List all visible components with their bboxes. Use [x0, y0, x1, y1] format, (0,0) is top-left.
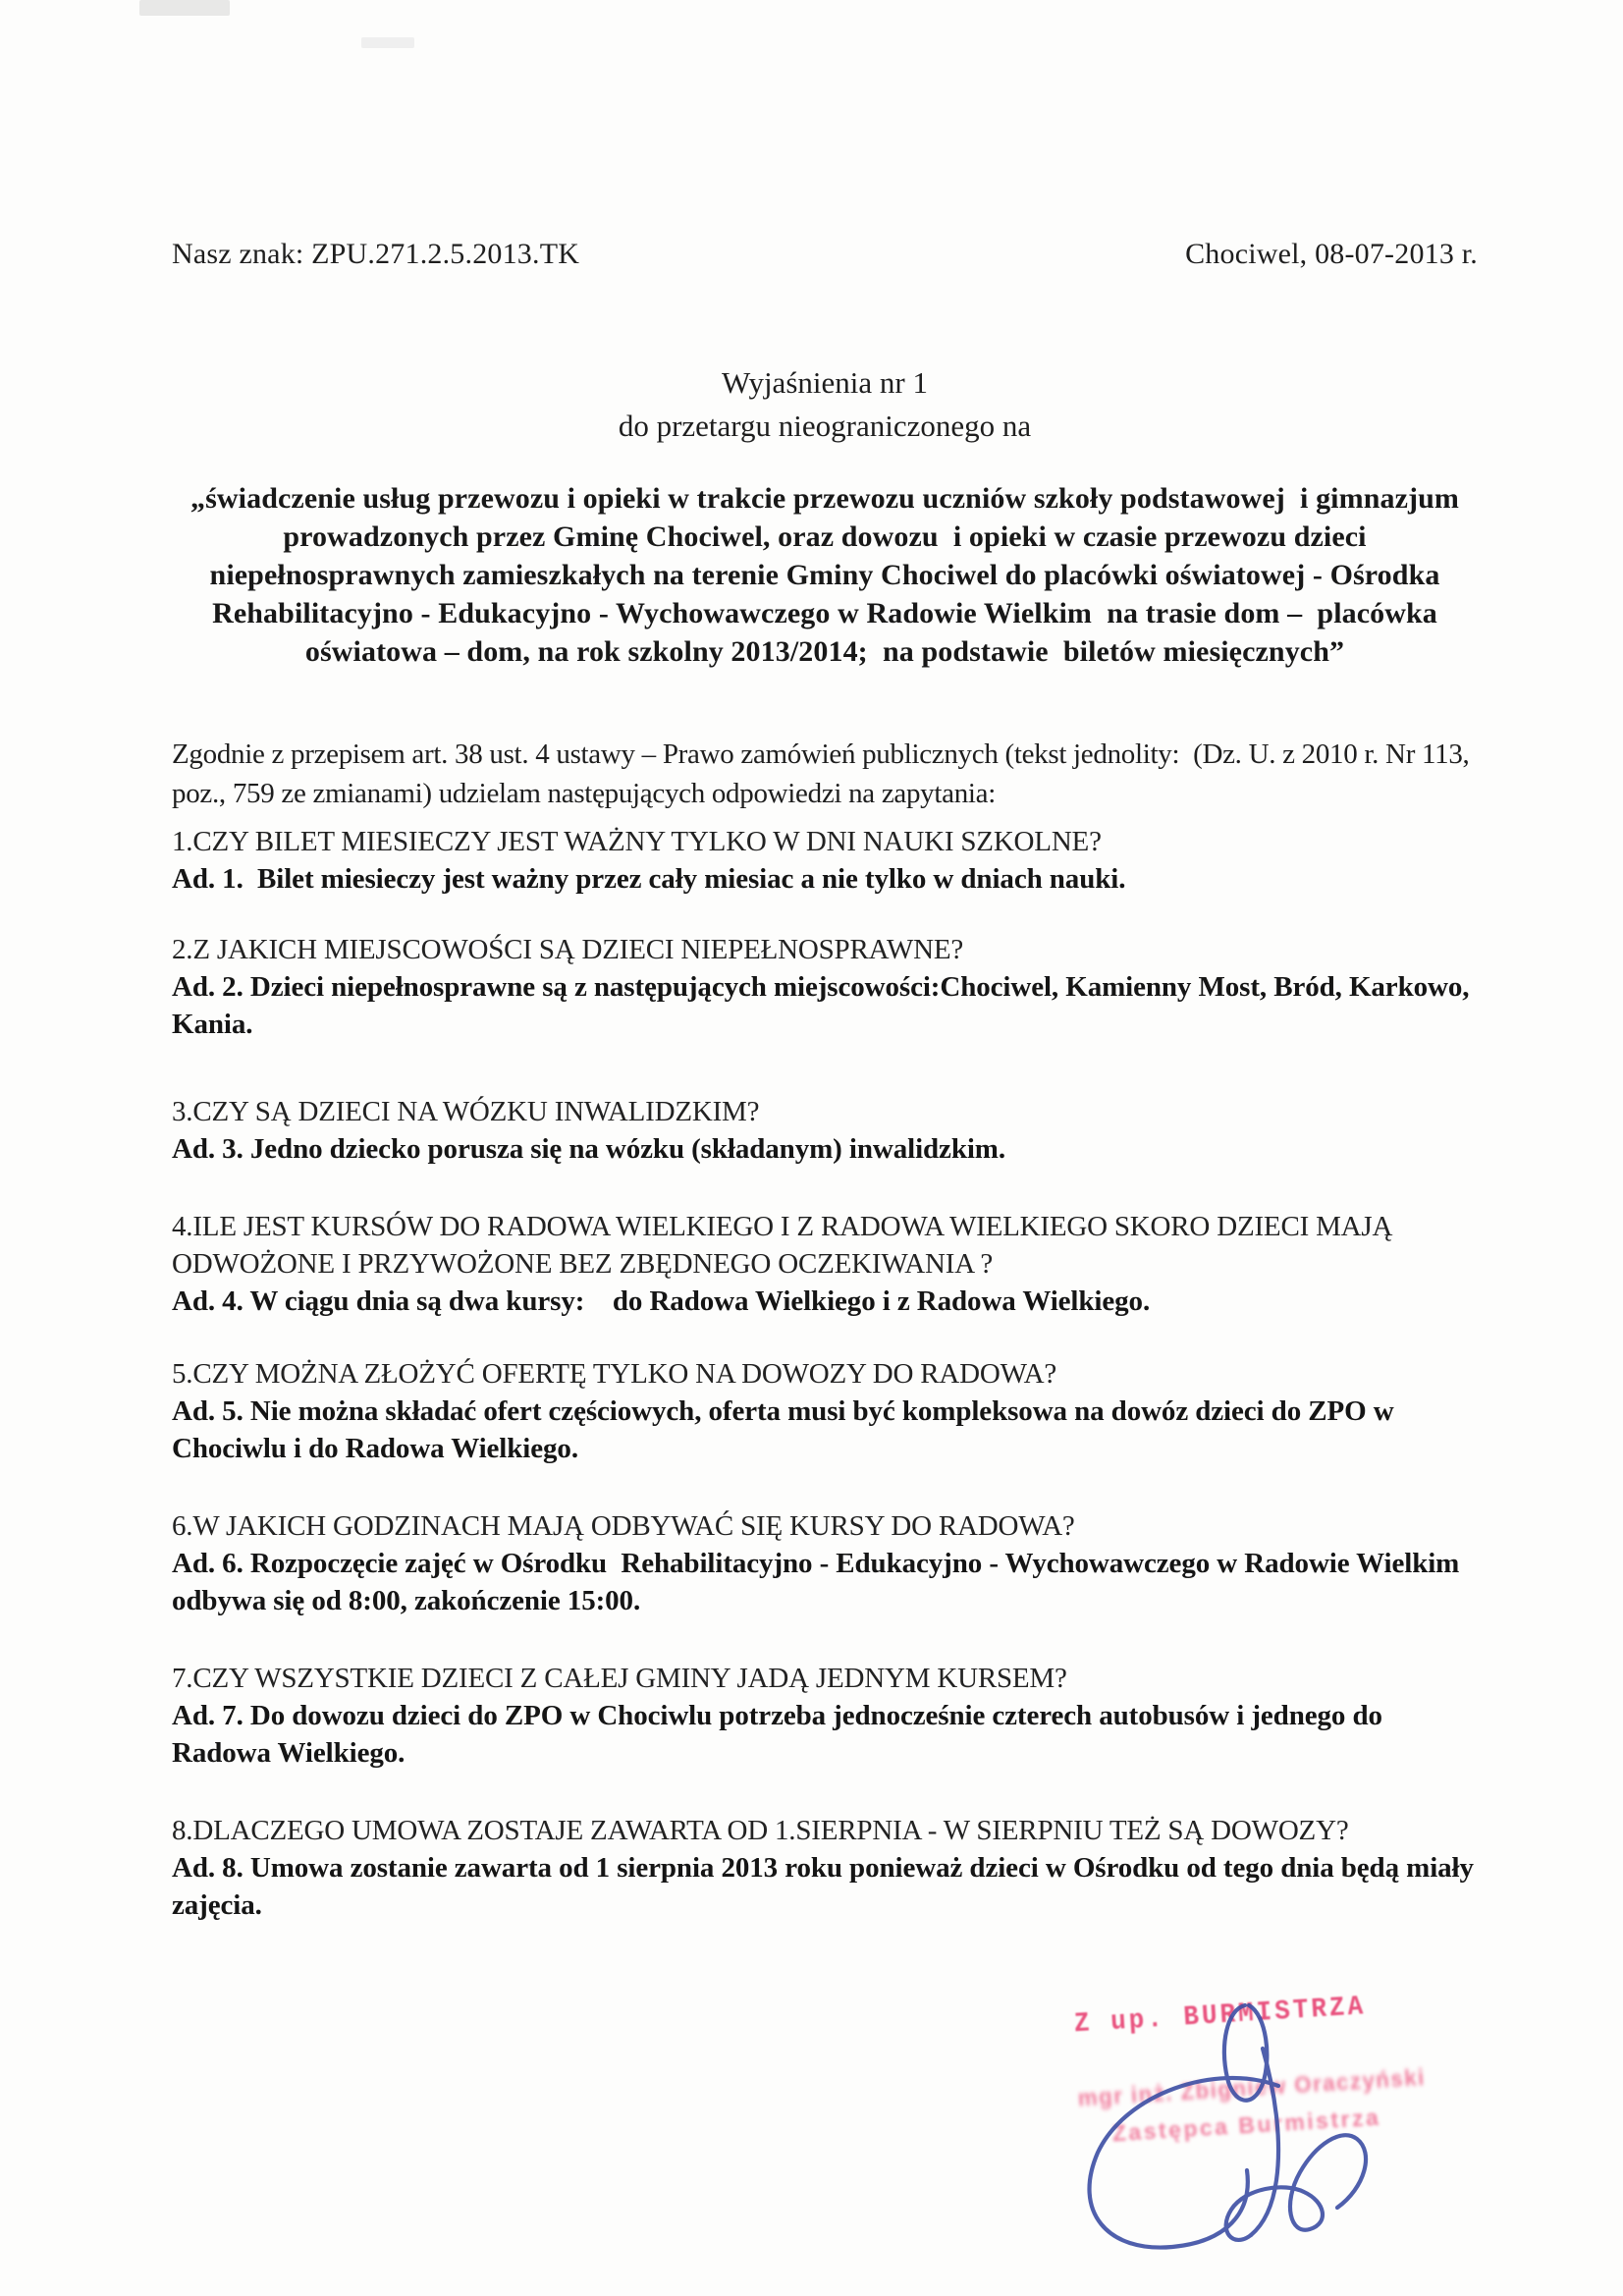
question-text: 1.CZY BILET MIESIECZY JEST WAŻNY TYLKO W DNI NAUKI SZKOLNE?	[172, 826, 1102, 857]
qa-item-1	[172, 823, 1478, 898]
handwritten-signature	[1041, 1984, 1591, 2296]
qa-item-6	[172, 1507, 1478, 1619]
legal-intro-paragraph: Zgodnie z przepisem art. 38 ust. 4 ustawy – Prawo zamówień publicznych (tekst jednolity: (Dz. U. z 2010 r. Nr 113, poz., 759 ze zmianami) udzielam następujących odpowiedzi na zapytania:	[172, 738, 1477, 809]
answer-text: Ad. 1. Bilet miesieczy jest ważny przez cały miesiac a nie tylko w dniach nauki.	[172, 863, 1126, 895]
question-text: 7.CZY WSZYSTKIE DZIECI Z CAŁEJ GMINY JADĄ JEDNYM KURSEM?	[172, 1663, 1067, 1694]
qa-item-2	[172, 931, 1478, 1043]
answer-text: Ad. 6. Rozpoczęcie zajęć w Ośrodku Rehabilitacyjno - Edukacyjno - Wychowawczego w Radowie Wielkim odbywa się od 8:00, zakończenie 15:00.	[172, 1548, 1474, 1616]
answer-text: Ad. 3. Jedno dziecko porusza się na wózku (składanym) inwalidzkim.	[172, 1133, 1006, 1165]
qa-item-7	[172, 1660, 1478, 1772]
stamp-name-line: mgr inż. Zbigniew Oraczyński	[1077, 2063, 1427, 2111]
stamp-and-signature-area	[1041, 1984, 1591, 2296]
answer-text: Ad. 7. Do dowozu dzieci do ZPO w Chociwlu potrzeba jednocześnie czterech autobusów i jednego do Radowa Wielkiego.	[172, 1700, 1390, 1769]
question-text: 5.CZY MOŻNA ZŁOŻYĆ OFERTĘ TYLKO NA DOWOZY DO RADOWA?	[172, 1358, 1057, 1390]
answer-text: Ad. 4. W ciągu dnia są dwa kursy: do Radowa Wielkiego i z Radowa Wielkiego.	[172, 1285, 1151, 1317]
qa-item-5	[172, 1355, 1478, 1467]
place-and-date: Chociwel, 08-07-2013 r.	[1185, 238, 1478, 270]
question-text: 2.Z JAKICH MIEJSCOWOŚCI SĄ DZIECI NIEPEŁNOSPRAWNE?	[172, 934, 964, 965]
qa-item-4	[172, 1208, 1478, 1320]
scan-smudge	[139, 0, 230, 16]
document-title-block	[172, 361, 1478, 448]
reference-number: Nasz znak: ZPU.271.2.5.2013.TK	[172, 238, 580, 270]
stamp-authorization-line: Z up. BURMISTRZA	[1072, 1990, 1368, 2040]
question-text: 3.CZY SĄ DZIECI NA WÓZKU INWALIDZKIM?	[172, 1096, 760, 1127]
scan-smudge	[361, 37, 414, 48]
answer-text: Ad. 5. Nie można składać ofert częściowych, oferta musi być kompleksowa na dowóz dzieci do ZPO w Chociwlu i do Radowa Wielkiego.	[172, 1395, 1401, 1464]
answer-text: Ad. 2. Dzieci niepełnosprawne są z następujących miejscowości:Chociwel, Kamienny Most, Bród, Karkowo, Kania.	[172, 971, 1477, 1040]
document-subtitle: do przetargu nieograniczonego na	[618, 409, 1032, 443]
document-title: Wyjaśnienia nr 1	[722, 365, 928, 400]
answer-text: Ad. 8. Umowa zostanie zawarta od 1 sierpnia 2013 roku ponieważ dzieci w Ośrodku od tego dnia będą miały zajęcia.	[172, 1852, 1482, 1921]
qa-item-8	[172, 1812, 1482, 1924]
letterhead	[172, 236, 1478, 273]
qa-item-3	[172, 1093, 1478, 1168]
stamp-position-line: Zastępca Burmistrza	[1111, 2104, 1381, 2147]
question-text: 4.ILE JEST KURSÓW DO RADOWA WIELKIEGO I Z RADOWA WIELKIEGO SKORO DZIECI MAJĄ ODWOŻONE I PRZYWOŻONE BEZ ZBĘDNEGO OCZEKIWANIA ?	[172, 1211, 1400, 1280]
question-text: 6.W JAKICH GODZINACH MAJĄ ODBYWAĆ SIĘ KURSY DO RADOWA?	[172, 1510, 1075, 1542]
tender-subject-paragraph: „świadczenie usług przewozu i opieki w trakcie przewozu uczniów szkoły podstawowej i gimnazjum prowadzonych przez Gminę Chociwel, oraz dowozu i opieki w czasie przewozu dzieci niepełnosprawnych zamieszkałych na terenie Gminy Chociwel do placówki oświatowej - Ośrodka Rehabilitacyjno - Edukacyjno - Wychowawczego w Radowie Wielkim na trasie dom – placówka oświatowa – dom, na rok szkolny 2013/2014; na podstawie biletów miesięcznych”	[190, 482, 1467, 668]
question-text: 8.DLACZEGO UMOWA ZOSTAJE ZAWARTA OD 1.SIERPNIA - W SIERPNIU TEŻ SĄ DOWOZY?	[172, 1815, 1349, 1846]
